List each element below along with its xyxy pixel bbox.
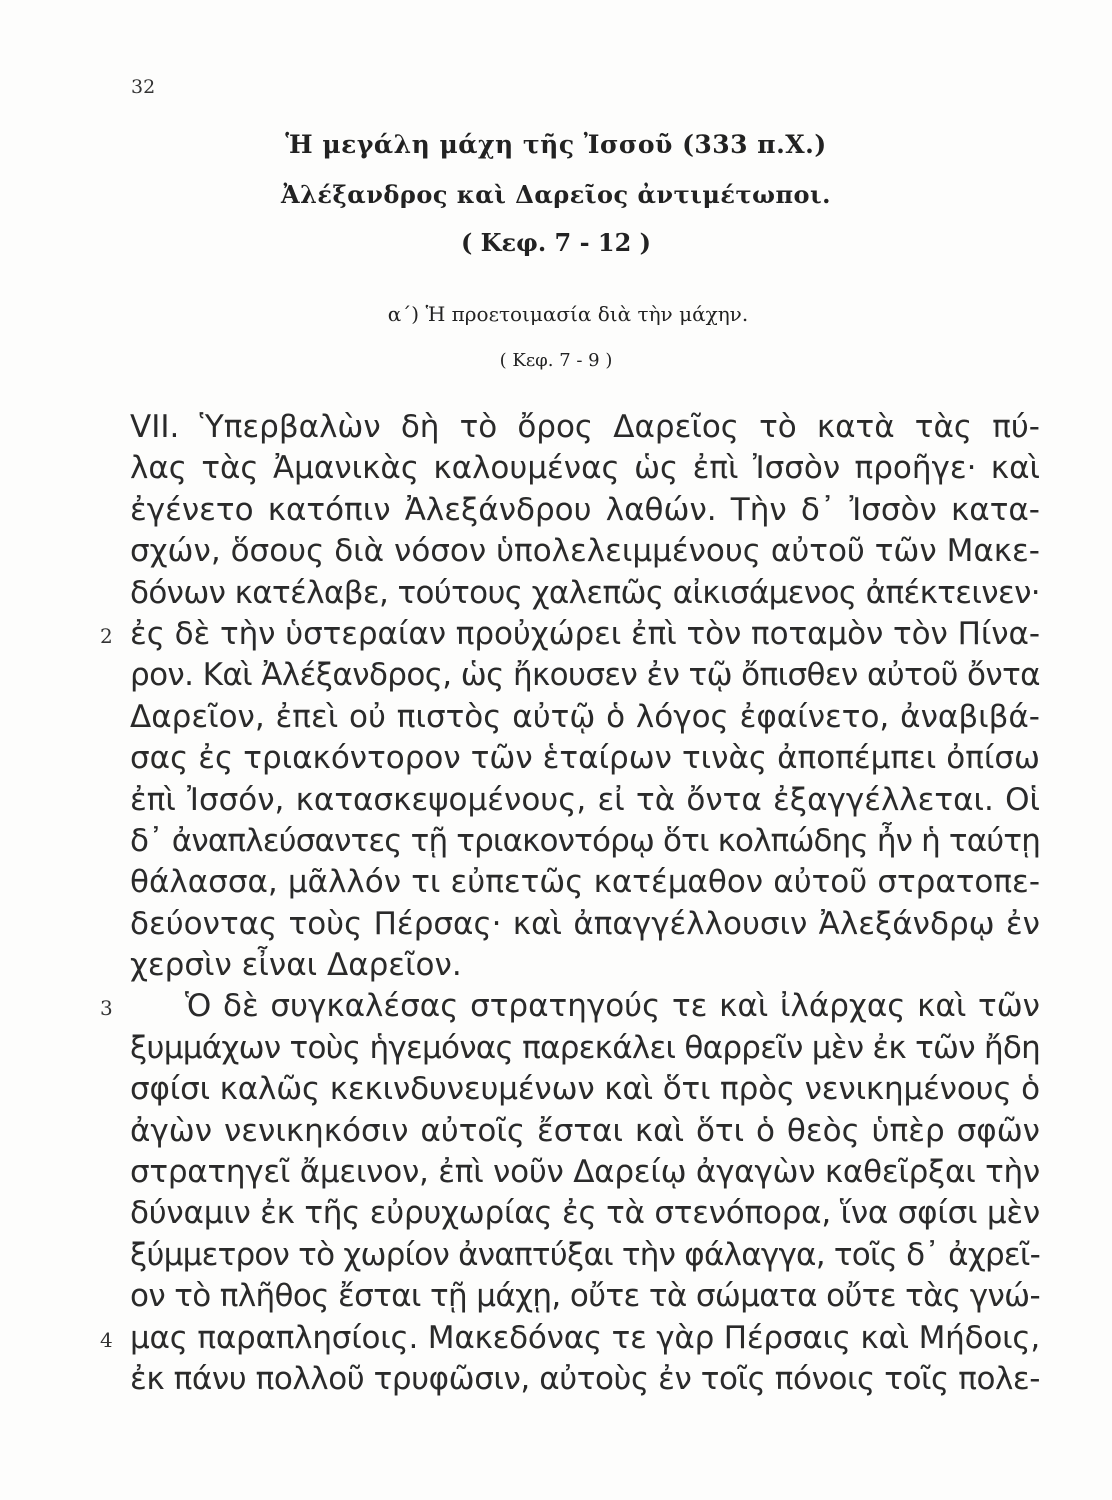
text-line: [130, 1028, 1040, 1069]
text-line: [130, 1276, 1040, 1317]
text-line-content: ἀγὼν νενικηκόσιν αὐτοῖς ἔσται καὶ ὅτι ὁ θεὸς ὑπὲρ σφῶν: [130, 1112, 1040, 1149]
text-line-content: ξύμμετρον τὸ χωρίον ἀναπτύξαι τὴν φάλαγγα, τοῖς δ᾽ ἀχρεῖ-: [130, 1236, 1040, 1273]
text-line: [100, 1318, 1040, 1359]
text-line-content: θάλασσα, μᾶλλόν τι εὐπετῶς κατέμαθον αὐτοῦ στρατοπε-: [130, 864, 1040, 901]
chapter-subtitle: Ἀλέξανδρος καὶ Δαρεῖος ἀντιμέτωποι.: [280, 180, 832, 209]
text-line-content: δόνων κατέλαβε, τούτους χαλεπῶς αἰκισάμενος ἀπέκτεινεν·: [130, 574, 1040, 611]
text-line-content: ον τὸ πλῆθος ἔσται τῇ μάχῃ, οὔτε τὰ σώματα οὔτε τὰς γνώ-: [130, 1278, 1040, 1315]
text-line: [130, 1235, 1040, 1276]
chapter-title: Ἡ μεγάλη μάχη τῆς Ἰσσοῦ (333 π.Χ.): [285, 130, 827, 159]
text-line-content: ἐκ πάνυ πολλοῦ τρυφῶσιν, αὐτοὺς ἐν τοῖς πόνοις τοῖς πολε-: [130, 1360, 1040, 1397]
text-line-content: ἐπὶ Ἰσσόν, κατασκεψομένους, εἰ τὰ ὄντα ἐξαγγέλλεται. Οἱ: [130, 781, 1040, 818]
text-line: [130, 1111, 1040, 1152]
text-line-content: ξυμμάχων τοὺς ἡγεμόνας παρεκάλει θαρρεῖν μὲν ἐκ τῶν ἤδη: [130, 1029, 1040, 1066]
text-line: [130, 1152, 1040, 1193]
text-line-content: Δαρεῖον, ἐπεὶ οὐ πιστὸς αὐτῷ ὁ λόγος ἐφαίνετο, ἀναβιβά-: [130, 698, 1040, 735]
text-line-content: χερσὶν εἶναι Δαρεῖον.: [130, 947, 462, 984]
text-line: [130, 780, 1040, 821]
section-number: 2: [100, 623, 113, 648]
text-line-content: δ᾽ ἀναπλεύσαντες τῇ τριακοντόρῳ ὅτι κολπώδης ἦν ἡ ταύτῃ: [130, 822, 1040, 859]
text-line-content: στρατηγεῖ ἄμεινον, ἐπὶ νοῦν Δαρείῳ ἀγαγὼν καθεῖρξαι τὴν: [130, 1154, 1040, 1191]
text-line-content: ἐγένετο κατόπιν Ἀλεξάνδρου λαθών. Τὴν δ᾽ Ἰσσὸν κατα-: [130, 491, 1040, 528]
text-line: [130, 407, 1040, 448]
text-line: [130, 1359, 1040, 1400]
text-line-content: ρον. Καὶ Ἀλέξανδρος, ὡς ἤκουσεν ἐν τῷ ὄπισθεν αὐτοῦ ὄντα: [130, 657, 1040, 694]
text-line-content: σφίσι καλῶς κεκινδυνευμένων καὶ ὅτι πρὸς νενικημένους ὁ: [130, 1071, 1040, 1108]
text-line: [130, 738, 1040, 779]
section-range: ( Κεφ. 7 - 9 ): [499, 350, 613, 371]
text-line-content: λας τὰς Ἀμανικὰς καλουμένας ὡς ἐπὶ Ἰσσὸν προῆγε· καὶ: [130, 450, 1040, 487]
text-line: [130, 573, 1040, 614]
text-line: [130, 448, 1040, 489]
text-line: [130, 490, 1040, 531]
text-line: [100, 614, 1040, 655]
text-line: [130, 655, 1040, 696]
section-number: 3: [100, 996, 113, 1021]
text-line: [130, 821, 1040, 862]
body-text: [100, 407, 1040, 1400]
text-line: [130, 1193, 1040, 1234]
text-line-content: σχών, ὅσους διὰ νόσον ὑπολελειμμένους αὐτοῦ τῶν Μακε-: [130, 533, 1040, 570]
text-line: [130, 945, 1040, 986]
text-line-content: VII. Ὑπερβαλὼν δὴ τὸ ὄρος Δαρεῖος τὸ κατὰ τὰς πύ-: [130, 409, 1040, 445]
chapter-range: ( Κεφ. 7 - 12 ): [460, 228, 652, 257]
section-title: α΄) Ἡ προετοιμασία διὰ τὴν μάχην.: [387, 302, 749, 326]
text-line: [130, 697, 1040, 738]
text-line-content: δύναμιν ἐκ τῆς εὐρυχωρίας ἐς τὰ στενόπορα, ἵνα σφίσι μὲν: [130, 1195, 1040, 1232]
section-number: 4: [100, 1327, 113, 1352]
text-line-content: δεύοντας τοὺς Πέρσας· καὶ ἀπαγγέλλουσιν Ἀλεξάνδρῳ ἐν: [130, 905, 1040, 942]
text-line: [130, 531, 1040, 572]
text-line-content: Ὁ δὲ συγκαλέσας στρατηγούς τε καὶ ἰλάρχας καὶ τῶν: [185, 988, 1040, 1025]
page-number: 32: [131, 76, 156, 98]
text-line-content: μας παραπλησίοις. Μακεδόνας τε γὰρ Πέρσαις καὶ Μήδοις,: [130, 1319, 1040, 1356]
text-line-content: σας ἐς τριακόντορον τῶν ἑταίρων τινὰς ἀποπέμπει ὀπίσω: [130, 740, 1040, 777]
text-line: [130, 862, 1040, 903]
text-line: [130, 1069, 1040, 1110]
text-line: [100, 986, 1040, 1027]
text-line: [130, 904, 1040, 945]
text-line-content: ἐς δὲ τὴν ὑστεραίαν προὐχώρει ἐπὶ τὸν ποταμὸν τὸν Πίνα-: [130, 615, 1040, 652]
